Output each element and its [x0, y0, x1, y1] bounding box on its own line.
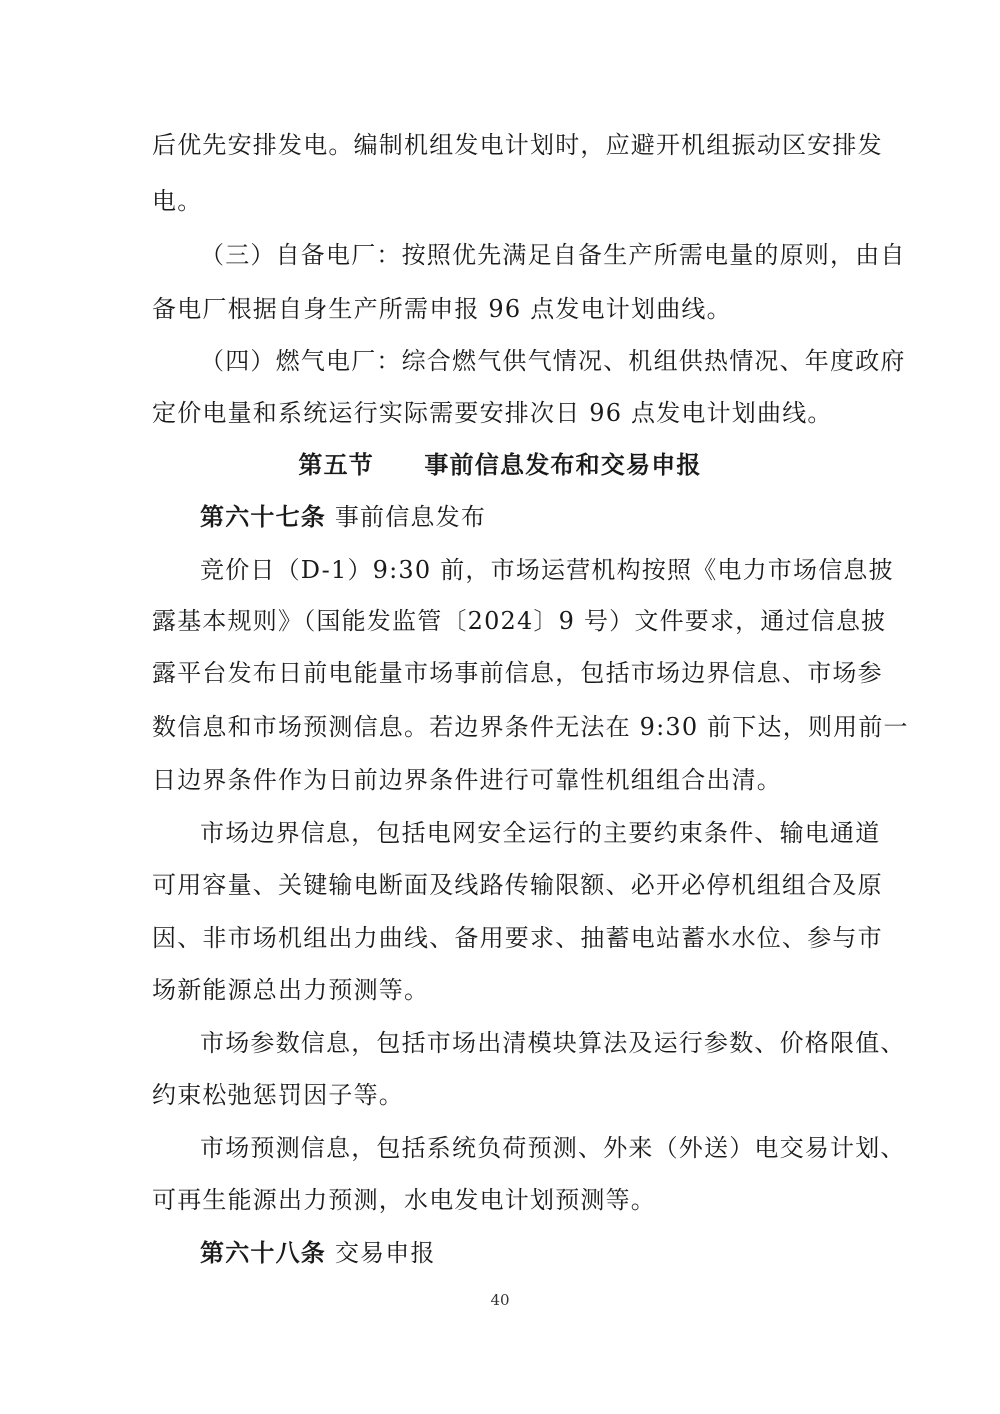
text-line: 露基本规则》（国能发监管〔2024〕9 号）文件要求，通过信息披: [152, 607, 887, 635]
article-68-heading: [200, 1238, 900, 1268]
article-title: 交易申报: [326, 1239, 436, 1267]
parameter-info-line: [200, 1028, 906, 1058]
text-line: 可再生能源出力预测，水电发电计划预测等。: [152, 1186, 656, 1214]
article-67-heading: [200, 502, 900, 532]
text-line: 电。: [152, 187, 203, 215]
text-span: 竞价日（D-1）9:30 前，市场运营机构按照《电力市场信息披: [200, 556, 894, 584]
text-line: 约束松弛惩罚因子等。: [152, 1081, 404, 1109]
text-line: 后优先安排发电。编制机组发电计划时，应避开机组振动区安排发: [152, 131, 883, 159]
text-line: 数信息和市场预测信息。若边界条件无法在 9:30 前下达，则用前一: [152, 713, 909, 741]
text-line: 定价电量和系统运行实际需要安排次日 96 点发电计划曲线。: [152, 399, 833, 427]
text-line: 备电厂根据自身生产所需申报 96 点发电计划曲线。: [152, 295, 732, 323]
text-line: 因、非市场机组出力曲线、备用要求、抽蓄电站蓄水水位、参与市: [152, 924, 883, 952]
text-span: 市场参数信息，包括市场出清模块算法及运行参数、价格限值、: [200, 1029, 906, 1057]
text-span: （三）自备电厂：按照优先满足自备生产所需电量的原则，由自: [200, 241, 906, 269]
boundary-info-line: [200, 818, 881, 848]
bidding-day-line: [200, 555, 894, 585]
text-span: 市场边界信息，包括电网安全运行的主要约束条件、输电通道: [200, 819, 881, 847]
text-span: （四）燃气电厂：综合燃气供气情况、机组供热情况、年度政府: [200, 347, 906, 375]
article-label: 第六十八条: [200, 1238, 326, 1267]
article-title: 事前信息发布: [326, 503, 487, 531]
text-line: 可用容量、关键输电断面及线路传输限额、必开必停机组组合及原: [152, 871, 883, 899]
section-heading: 第五节 事前信息发布和交易申报: [298, 450, 702, 479]
page-number: 40: [490, 1291, 510, 1309]
text-line: 日边界条件作为日前边界条件进行可靠性机组组合出清。: [152, 766, 782, 794]
text-line: 场新能源总出力预测等。: [152, 976, 430, 1004]
forecast-info-line: [200, 1133, 906, 1163]
article-label: 第六十七条: [200, 502, 326, 531]
item-three-line: [200, 240, 906, 270]
text-span: 市场预测信息，包括系统负荷预测、外来（外送）电交易计划、: [200, 1134, 906, 1162]
text-line: 露平台发布日前电能量市场事前信息，包括市场边界信息、市场参: [152, 659, 883, 687]
item-four-line: [200, 346, 906, 376]
